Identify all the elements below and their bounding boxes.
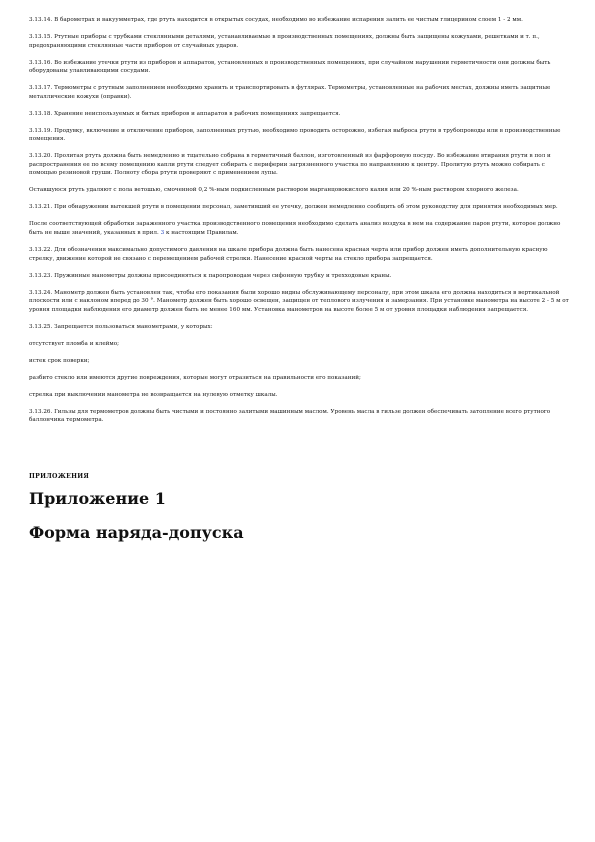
appendix-title: Приложение 1	[29, 488, 166, 508]
paragraph-3-13-23: 3.13.23. Пружинные манометры должны присоединяться к паропроводам через сифонную трубку и трехходовые краны.	[29, 272, 392, 279]
paragraph-mercury-removal: Оставшуюся ртуть удаляют с пола ветошью, смоченной 0,2 %-ным подкисленным раствором марганцовокислого калия или 20 %-ным раствором хлорного железа.	[29, 187, 519, 194]
paragraph-3-13-19: 3.13.19. Продувку, включение и отключение приборов, заполненных ртутью, необходимо проводить осторожно, избегая выброса ртути в трубопроводы или в производственные помещения.	[29, 127, 561, 143]
paragraph-air-analysis	[29, 220, 569, 237]
section-label: ПРИЛОЖЕНИЯ	[29, 472, 90, 480]
paragraph-3-13-18: 3.13.18. Хранение неиспользуемых и битых приборов и аппаратов в рабочих помещениях запрещается.	[29, 110, 341, 117]
paragraph-3-13-22: 3.13.22. Для обозначения максимально допустимого давления на шкале прибора должна быть нанесена красная черта или прибор должен иметь дополнительную красную стрелку, движение которой не связано с перемещением рабочей стрелки. Нанесение красной черты на стекло прибора запрещается.	[29, 247, 548, 262]
list-item-needle: стрелка при выключении манометра не возвращается на нулевую отметку шкалы.	[29, 391, 278, 398]
paragraph-3-13-20: 3.13.20. Пролитая ртуть должна быть немедленно и тщательно собрана в герметичный баллон, изготовленный из фарфоровую посуду. Во избежание втирания ртути в пол и распространения ее по всему помещению капли ртути следует собирать с периферии загрязненного участка по направлению к центру. Пролитую ртуть можно собирать с помощью резиновой груши. Полноту сбора ртути проверяют с применением лупы.	[29, 153, 551, 177]
paragraph-3-13-25: 3.13.25. Запрещается пользоваться манометрами, у которых:	[29, 323, 213, 330]
form-title: Форма наряда-допуска	[29, 522, 244, 542]
paragraph-3-13-26: 3.13.26. Гильзы для термометров должны быть чистыми и постоянно залитыми машинным маслом. Уровень масла в гильзе должен обеспечивать затопление всего ртутного баллончика термометра.	[29, 408, 551, 424]
paragraph-3-13-14: 3.13.14. В барометрах и вакуумметрах, где ртуть находится в открытых сосудах, необходимо во избежание испарения залить ее чистым глицерином слоем 1 - 2 мм.	[29, 17, 523, 23]
paragraph-3-13-15: 3.13.15. Ртутные приборы с трубками стеклянными деталями, устанавливаемые в производственных помещениях, должны быть защищены кожухами, решетками и т. п., предохраняющими стеклянные части приборов от случайных ударов.	[29, 33, 540, 49]
air-analysis-text-before: После соответствующей обработки зараженного участка производственного помещения необходимо сделать анализ воздуха в нем на содержание паров ртути, которое должно быть не выше значений, указанных в прил.	[29, 221, 561, 237]
paragraph-3-13-24: 3.13.24. Манометр должен быть установлен так, чтобы его показания были хорошо видны обслуживающему персоналу, при этом шкала его должна находиться в вертикальной плоскости или с наклоном вперед до 30 °. Манометр должен быть хорошо освещен, защищен от теплового излучения и замерзания. При установке манометра на высоте 2 - 5 м от уровня площадки наблюдения его диаметр должен быть не менее 160 мм. Установка манометров на высоте более 5 м от уровня площадки наблюдения запрещается.	[29, 289, 569, 313]
list-item-seal: отсутствует пломба и клеймо;	[29, 340, 120, 347]
paragraph-3-13-17: 3.13.17. Термометры с ртутным заполнением необходимо хранить и транспортировать в футлярах. Термометры, установленные на рабочих местах, должны иметь защитные металлические кожухи (оправки).	[29, 85, 551, 100]
list-item-verification: истек срок поверки;	[29, 357, 90, 364]
paragraph-3-13-16: 3.13.16. Во избежание утечки ртути из приборов и аппаратов, установленных в производственных помещениях, при случайном нарушении герметичности они должны быть оборудованы улавливающими сосудами.	[29, 59, 551, 75]
appendix-3-link[interactable]: 3	[160, 230, 165, 237]
air-analysis-text-after: к настоящим Правилам.	[164, 230, 239, 237]
document-page	[29, 16, 569, 558]
paragraph-3-13-21: 3.13.21. При обнаружении вытекшей ртути в помещении персонал, заметивший ее утечку, должен немедленно сообщить об этом руководству для принятия необходимых мер.	[29, 204, 558, 211]
list-item-broken-glass: разбито стекло или имеются другие повреждения, которые могут отразиться на правильности его показаний;	[29, 374, 361, 381]
